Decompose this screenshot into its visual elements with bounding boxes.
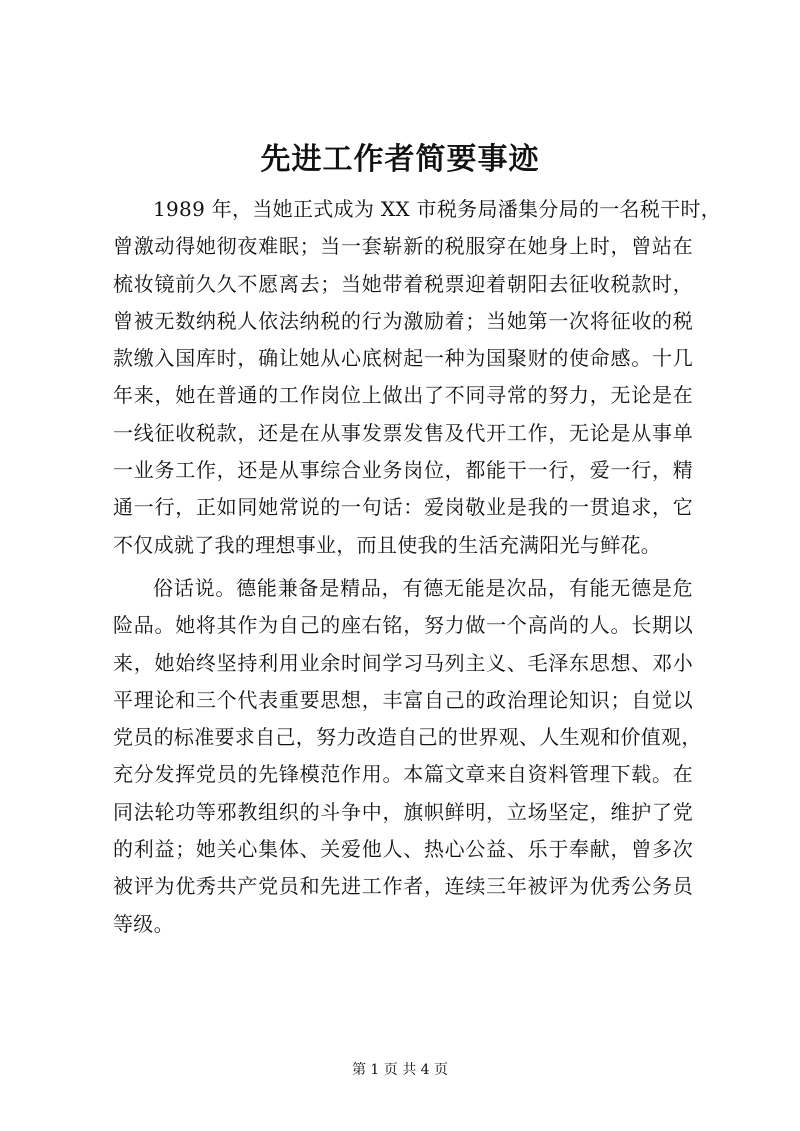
paragraph-line: 被评为优秀共产党员和先进工作者，连续三年被评为优秀公务员: [113, 874, 693, 899]
paragraph-2: [113, 570, 702, 943]
page-footer: 第 1 页 共 4 页: [351, 1062, 449, 1078]
document-body: [113, 191, 722, 949]
paragraph-line: 不仅成就了我的理想事业，而且使我的生活充满阳光与鲜花。: [113, 532, 662, 557]
paragraph-line: 充分发挥党员的先锋模范作用。本篇文章来自资料管理下载。在: [113, 762, 693, 787]
paragraph-line: 险品。她将其作为自己的座右铭，努力做一个高尚的人。长期以: [113, 613, 693, 638]
paragraph-line: 党员的标准要求自己，努力改造自己的世界观、人生观和价值观，: [113, 725, 702, 750]
paragraph-line: 通一行，正如同她常说的一句话：爱岗敬业是我的一贯追求，它: [113, 495, 693, 520]
paragraph-line: 款缴入国库时，确让她从心底树起一种为国聚财的使命感。十几: [113, 346, 693, 371]
paragraph-line: 的利益；她关心集体、关爱他人、热心公益、乐于奉献，曾多次: [113, 837, 693, 862]
paragraph-line: 俗话说。德能兼备是精品，有德无能是次品，有能无德是危: [153, 575, 693, 600]
paragraph-1: [113, 191, 722, 564]
paragraph-line: 曾被无数纳税人依法纳税的行为激励着；当她第一次将征收的税: [113, 308, 693, 333]
paragraph-line: 来，她始终坚持利用业余时间学习马列主义、毛泽东思想、邓小: [113, 650, 693, 675]
paragraph-line: 等级。: [113, 911, 174, 936]
paragraph-line: 同法轮功等邪教组织的斗争中，旗帜鲜明，立场坚定，维护了党: [113, 799, 693, 824]
paragraph-line: 曾激动得她彻夜难眠；当一套崭新的税服穿在她身上时，曾站在: [113, 234, 693, 259]
paragraph-line: 梳妆镜前久久不愿离去；当她带着税票迎着朝阳去征收税款时，: [113, 271, 693, 296]
paragraph-line: 年来，她在普通的工作岗位上做出了不同寻常的努力，无论是在: [113, 383, 693, 408]
paragraph-line: 一业务工作，还是从事综合业务岗位，都能干一行，爱一行，精: [113, 458, 693, 483]
paragraph-line: 一线征收税款，还是在从事发票发售及代开工作，无论是从事单: [113, 420, 693, 445]
page-title: 先进工作者简要事迹: [260, 142, 540, 177]
paragraph-line: 1989 年，当她正式成为 XX 市税务局潘集分局的一名税干时，: [153, 197, 722, 221]
paragraph-line: 平理论和三个代表重要思想，丰富自己的政治理论知识；自觉以: [113, 687, 693, 712]
